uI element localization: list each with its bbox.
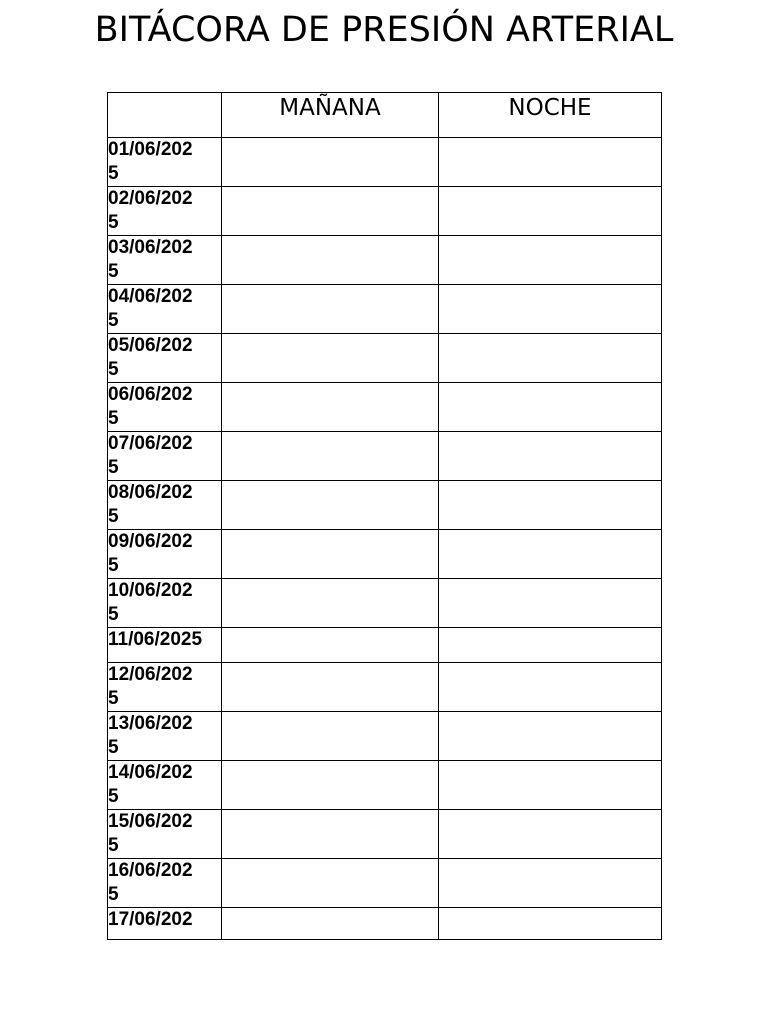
night-reading-cell[interactable] — [439, 761, 662, 810]
header-night: NOCHE — [439, 93, 662, 138]
table-body — [108, 138, 662, 940]
night-reading-cell[interactable] — [439, 908, 662, 940]
morning-reading-cell[interactable] — [222, 908, 439, 940]
date-cell: 13/06/202 5 — [108, 712, 222, 761]
date-cell: 06/06/202 5 — [108, 383, 222, 432]
date-cell: 08/06/202 5 — [108, 481, 222, 530]
morning-reading-cell[interactable] — [222, 138, 439, 187]
morning-reading-cell[interactable] — [222, 761, 439, 810]
morning-reading-cell[interactable] — [222, 628, 439, 663]
date-cell: 11/06/2025 — [108, 628, 222, 663]
table-row — [108, 187, 662, 236]
table-row — [108, 908, 662, 940]
night-reading-cell[interactable] — [439, 138, 662, 187]
morning-reading-cell[interactable] — [222, 663, 439, 712]
night-reading-cell[interactable] — [439, 383, 662, 432]
blood-pressure-log-table — [107, 92, 662, 940]
table-row — [108, 663, 662, 712]
morning-reading-cell[interactable] — [222, 481, 439, 530]
night-reading-cell[interactable] — [439, 859, 662, 908]
night-reading-cell[interactable] — [439, 810, 662, 859]
table-row — [108, 334, 662, 383]
date-cell: 16/06/202 5 — [108, 859, 222, 908]
night-reading-cell[interactable] — [439, 285, 662, 334]
night-reading-cell[interactable] — [439, 236, 662, 285]
date-cell: 07/06/202 5 — [108, 432, 222, 481]
table-row — [108, 712, 662, 761]
night-reading-cell[interactable] — [439, 628, 662, 663]
table-row — [108, 628, 662, 663]
table-header-row — [108, 93, 662, 138]
date-cell: 05/06/202 5 — [108, 334, 222, 383]
morning-reading-cell[interactable] — [222, 334, 439, 383]
date-cell: 03/06/202 5 — [108, 236, 222, 285]
table-row — [108, 236, 662, 285]
date-cell: 10/06/202 5 — [108, 579, 222, 628]
morning-reading-cell[interactable] — [222, 432, 439, 481]
morning-reading-cell[interactable] — [222, 285, 439, 334]
night-reading-cell[interactable] — [439, 579, 662, 628]
table-row — [108, 481, 662, 530]
date-cell: 02/06/202 5 — [108, 187, 222, 236]
night-reading-cell[interactable] — [439, 187, 662, 236]
date-cell: 17/06/202 — [108, 908, 222, 940]
page-title: BITÁCORA DE PRESIÓN ARTERIAL — [94, 10, 674, 50]
date-cell: 14/06/202 5 — [108, 761, 222, 810]
morning-reading-cell[interactable] — [222, 579, 439, 628]
night-reading-cell[interactable] — [439, 334, 662, 383]
table-row — [108, 530, 662, 579]
table-row — [108, 761, 662, 810]
date-cell: 01/06/202 5 — [108, 138, 222, 187]
night-reading-cell[interactable] — [439, 432, 662, 481]
table-row — [108, 432, 662, 481]
header-morning: MAÑANA — [222, 93, 439, 138]
morning-reading-cell[interactable] — [222, 859, 439, 908]
night-reading-cell[interactable] — [439, 712, 662, 761]
morning-reading-cell[interactable] — [222, 810, 439, 859]
header-date — [108, 93, 222, 138]
table-row — [108, 859, 662, 908]
table-row — [108, 383, 662, 432]
date-cell: 09/06/202 5 — [108, 530, 222, 579]
morning-reading-cell[interactable] — [222, 383, 439, 432]
night-reading-cell[interactable] — [439, 663, 662, 712]
table-row — [108, 579, 662, 628]
date-cell: 12/06/202 5 — [108, 663, 222, 712]
morning-reading-cell[interactable] — [222, 236, 439, 285]
table-row — [108, 810, 662, 859]
night-reading-cell[interactable] — [439, 530, 662, 579]
table-row — [108, 285, 662, 334]
morning-reading-cell[interactable] — [222, 187, 439, 236]
date-cell: 04/06/202 5 — [108, 285, 222, 334]
night-reading-cell[interactable] — [439, 481, 662, 530]
morning-reading-cell[interactable] — [222, 530, 439, 579]
table-row — [108, 138, 662, 187]
date-cell: 15/06/202 5 — [108, 810, 222, 859]
morning-reading-cell[interactable] — [222, 712, 439, 761]
